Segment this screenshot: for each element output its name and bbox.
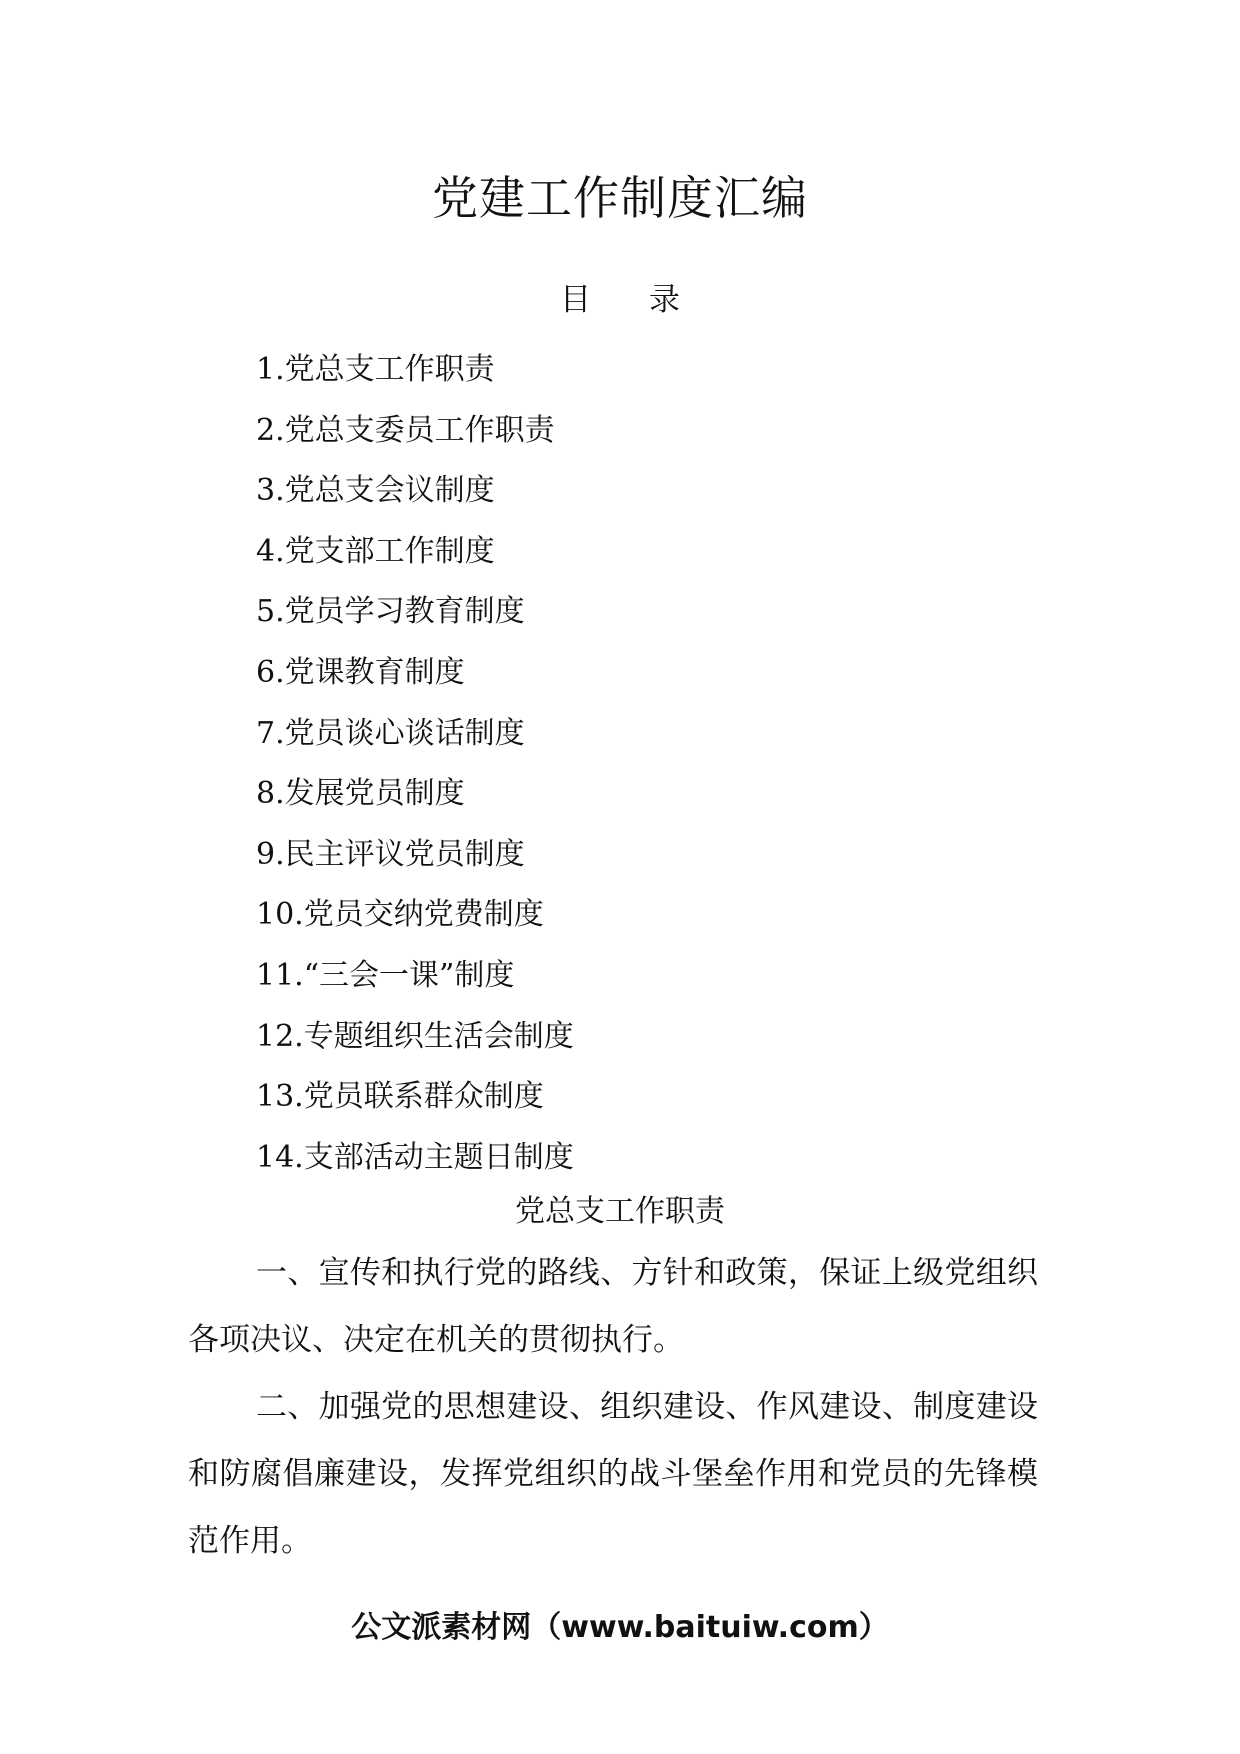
toc-item: 11.“三会一课”制度 bbox=[256, 957, 515, 993]
table-of-contents bbox=[256, 348, 574, 1196]
body-paragraph: 一、宣传和执行党的路线、方针和政策，保证上级党组织各项决议、决定在机关的贯彻执行。 bbox=[188, 1255, 1038, 1358]
section-title: 党总支工作职责 bbox=[515, 1194, 725, 1229]
toc-item: 10.党员交纳党费制度 bbox=[256, 897, 544, 933]
toc-heading bbox=[0, 278, 1240, 322]
toc-item: 3.党总支会议制度 bbox=[256, 473, 495, 509]
toc-item: 1.党总支工作职责 bbox=[256, 352, 495, 387]
toc-item: 2.党总支委员工作职责 bbox=[256, 412, 555, 448]
body-paragraph: 二、加强党的思想建设、组织建设、作风建设、制度建设和防腐倡廉建设，发挥党组织的战斗堡垒作用和党员的先锋模范作用。 bbox=[188, 1389, 1038, 1559]
toc-item: 6.党课教育制度 bbox=[256, 654, 465, 690]
toc-item: 12.专题组织生活会制度 bbox=[256, 1018, 574, 1054]
toc-item: 4.党支部工作制度 bbox=[256, 533, 495, 569]
toc-item: 8.发展党员制度 bbox=[256, 776, 465, 812]
toc-item: 14.支部活动主题日制度 bbox=[256, 1139, 574, 1175]
toc-heading-left: 目 bbox=[560, 282, 591, 318]
toc-heading-right: 录 bbox=[649, 282, 680, 318]
document-title: 党建工作制度汇编 bbox=[432, 171, 808, 225]
toc-item: 13.党员联系群众制度 bbox=[256, 1079, 544, 1115]
toc-item: 9.民主评议党员制度 bbox=[256, 836, 525, 872]
footer-watermark: 公文派素材网（www.baituiw.com） bbox=[351, 1610, 889, 1645]
toc-item: 7.党员谈心谈话制度 bbox=[256, 715, 525, 751]
toc-item: 5.党员学习教育制度 bbox=[256, 594, 525, 630]
